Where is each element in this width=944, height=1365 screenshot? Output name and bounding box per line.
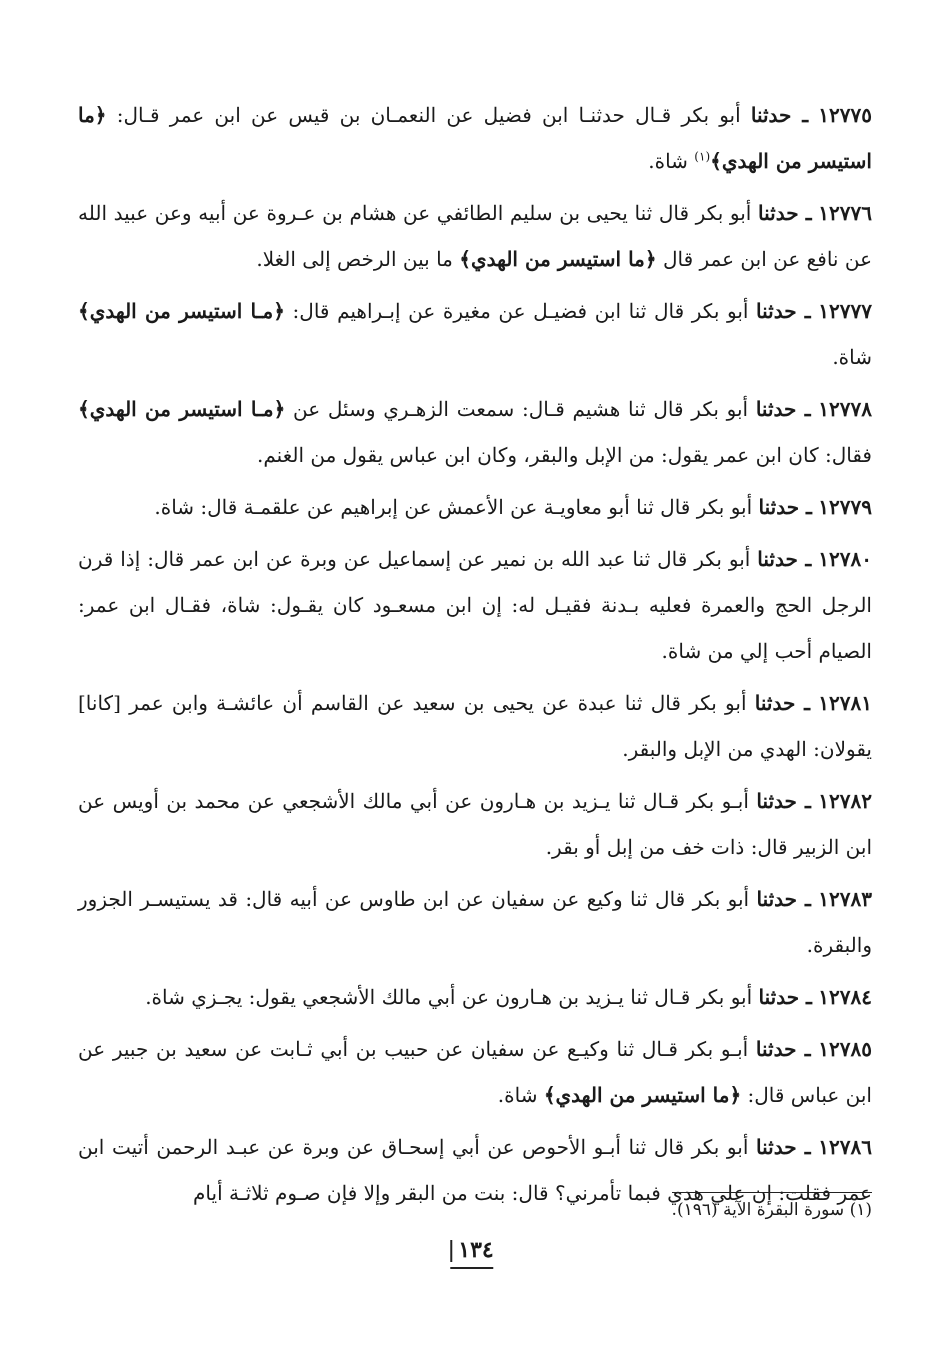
hadith-text: أبو بكر قـال ثنا يـزيد بن هـارون عن أبي مالك الأشجعي يقول: يجـزي شاة.: [145, 985, 759, 1009]
hadith-number: ١٢٧٨٦: [818, 1135, 872, 1159]
page-number-text: ١٣٤: [458, 1237, 494, 1263]
page-number-bar: [450, 1240, 452, 1262]
hadith-entry: [78, 778, 872, 870]
hadith-text: أبـو بكر قـال ثنا يـزيد بن هـارون عن أبي مالك الأشجعي عن محمد بن أويس عن ابن الزبير قال: ذات خف من إبل أو بقر.: [78, 789, 872, 859]
hadith-entry: [78, 484, 872, 530]
hadith-lead: ـ حدثنا: [756, 1135, 811, 1159]
hadith-text-after: شاة.: [497, 1083, 544, 1107]
hadith-text: أبو بكر قال ثنا عبدة عن يحيى بن سعيد عن القاسم أن عائشـة وابن عمر [كانا] يقولان: الهدي من الإبل والبقر.: [78, 691, 872, 761]
quran-quote: ﴿مـا استيسر من الهدي﴾: [78, 397, 286, 421]
hadith-number: ١٢٧٧٩: [818, 495, 872, 519]
hadith-text: أبـو بكر قـال ثنا وكيـع عن سفيان عن حبيب بن أبي ثـابت عن سعيد بن جبير عن ابن عباس قال:: [78, 1037, 872, 1107]
footnote-rule: [672, 1192, 872, 1193]
hadith-text: أبو بكر قال ثنا أبو معاويـة عن الأعمش عن إبراهيم عن علقمـة قال: شاة.: [154, 495, 759, 519]
hadith-number: ١٢٧٧٨: [818, 397, 873, 421]
hadith-number: ١٢٧٨١: [818, 691, 872, 715]
hadith-text: أبو بكر قال ثنا أبـو الأحوص عن أبي إسحـاق عن وبرة عن عبـد الرحمن أتيت ابن عمر فقلت: إن علي هدي فبما تأمرني؟ قال: بنت من البقر وإلا فإن صـوم ثلاثـة أيام: [78, 1135, 872, 1205]
hadith-entry: [78, 536, 872, 674]
hadith-lead: ـ حدثنا: [750, 103, 809, 127]
hadith-lead: ـ حدثنا: [756, 887, 811, 911]
hadith-text: أبو بكر قال ثنا هشيم قـال: سمعت الزهـري وسئل عن: [285, 397, 756, 421]
hadith-text-after: ما بين الرخص إلى الغلا.: [256, 247, 460, 271]
quran-quote: ﴿مـا استيسر من الهدي﴾: [78, 299, 285, 323]
hadith-lead: ـ حدثنا: [754, 691, 811, 715]
hadith-entry: [78, 876, 872, 968]
hadith-text-after: شاة.: [648, 149, 695, 173]
hadith-number: ١٢٧٨٢: [818, 789, 872, 813]
quran-quote: ﴿ما استيسر من الهدي﴾: [78, 103, 872, 173]
hadith-number: ١٢٧٨٣: [818, 887, 872, 911]
hadith-text: أبو بكر قال ثنا يحيى بن سليم الطائفي عن هشام بن عـروة عن أبيه وعن عبيد الله عن نافع عن ابن عمر قال: [78, 201, 872, 271]
hadith-entry: [78, 386, 872, 478]
page-number: [450, 1237, 493, 1269]
page-body: [78, 92, 872, 1222]
hadith-number: ١٢٧٨٤: [818, 985, 872, 1009]
hadith-lead: ـ حدثنا: [755, 1037, 811, 1061]
footnote-ref: (١): [694, 149, 711, 164]
hadith-text-after: شاة.: [832, 345, 872, 369]
hadith-entry: [78, 974, 872, 1020]
hadith-text: أبو بكر قـال حدثنـا ابن فضيل عن النعمـان بن قيس عن ابن عمر قـال:: [106, 103, 751, 127]
hadith-lead: ـ حدثنا: [758, 201, 812, 225]
quran-quote: ﴿ما استيسر من الهدي﴾: [459, 247, 657, 271]
hadith-lead: ـ حدثنا: [755, 397, 811, 421]
hadith-text: أبو بكر قال ثنا وكيع عن سفيان عن ابن طاوس عن أبيه قال: قد يستيسـر الجزور والبقرة.: [78, 887, 872, 957]
hadith-entry: [78, 190, 872, 282]
quran-quote: ﴿ما استيسر من الهدي﴾: [543, 1083, 742, 1107]
hadith-entry: [78, 92, 872, 184]
hadith-lead: ـ حدثنا: [757, 547, 812, 571]
hadith-lead: ـ حدثنا: [758, 985, 812, 1009]
hadith-number: ١٢٧٧٧: [818, 299, 872, 323]
hadith-text-after: فقال: كان ابن عمر يقول: من الإبل والبقر، وكان ابن عباس يقول من الغنم.: [257, 443, 872, 467]
footnote: (١) سورة البقرة الآية (١٩٦).: [671, 1200, 872, 1220]
hadith-number: ١٢٧٧٥: [818, 103, 872, 127]
hadith-text: أبو بكر قال ثنا عبد الله بن نمير عن إسماعيل عن وبرة عن ابن عمر قال: إذا قرن الرجل الحج والعمرة فعليه بـدنة فقيـل له: إن ابن مسعـود كان يقـول: شاة، فقـال ابن عمر: الصيام أحب إلي من شاة.: [78, 547, 872, 663]
hadith-lead: ـ حدثنا: [756, 299, 811, 323]
hadith-number: ١٢٧٨٠: [818, 547, 872, 571]
hadith-text: أبو بكر قال ثنا ابن فضيـل عن مغيرة عن إبـراهيم قال:: [284, 299, 757, 323]
hadith-number: ١٢٧٨٥: [818, 1037, 872, 1061]
hadith-lead: ـ حدثنا: [758, 495, 812, 519]
hadith-entry: [78, 1026, 872, 1118]
hadith-entry: [78, 680, 872, 772]
hadith-number: ١٢٧٧٦: [818, 201, 873, 225]
hadith-list: [78, 92, 872, 1216]
hadith-entry: [78, 288, 872, 380]
hadith-lead: ـ حدثنا: [756, 789, 811, 813]
